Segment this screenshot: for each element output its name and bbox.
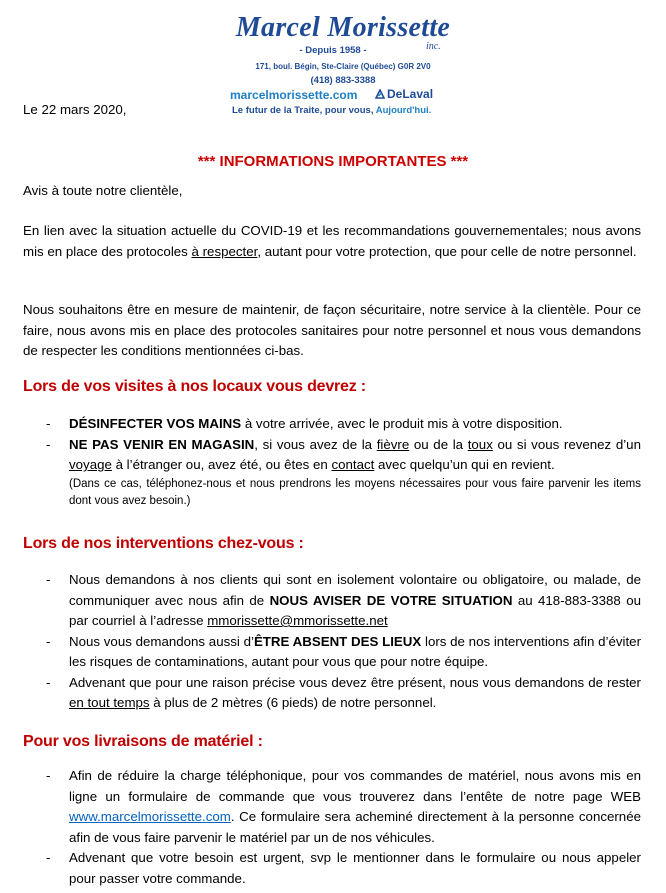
list-item: - DÉSINFECTER VOS MAINS à votre arrivée, avec le produit mis à votre disposition. [46,416,563,431]
intro-paragraph: En lien avec la situation actuelle du COVID-19 et les recommandations gouvernementales; nous avons mis en place des protocoles à respecter, autant pour votre protection, que pour celle de notre personnel. [23,223,641,259]
company-phone: (418) 883-3388 [310,75,376,86]
section-heading-visits: Lors de vos visites à nos locaux vous devrez : [23,378,366,395]
list-item: - NE PAS VENIR EN MAGASIN, si vous avez de la fièvre ou de la toux ou si vous revenez d’un voyage à l’étranger ou, avez été, ou êtes en contact avec quelqu’un qui en revient. (Dans ce cas, téléphonez-nous et nous prendrons les moyens nécessaires pour vous faire parvenir les items dont vous avez besoin.) [23,435,641,510]
section-heading-deliveries: Pour vos livraisons de matériel : [23,733,263,750]
partner-name: DeLaval [387,87,434,101]
visits-list [23,414,641,510]
company-since: - Depuis 1958 - [299,45,367,56]
company-address: 171, boul. Bégin, Ste-Claire (Québec) G0R 2V0 [255,62,431,71]
email-address[interactable]: mmorissette@mmorissette.net [207,613,388,628]
company-website: marcelmorissette.com [230,88,358,102]
deliveries-list [23,766,641,889]
service-paragraph: Nous souhaitons être en mesure de maintenir, de façon sécuritaire, notre service à la clientèle. Pour ce faire, nous avons mis en place des protocoles sanitaires pour notre personnel et nous vous demandons de respecter les conditions mentionnées ci-bas. [23,302,641,358]
page-title: *** INFORMATIONS IMPORTANTES *** [197,153,469,170]
list-item: - Afin de réduire la charge téléphonique, pour vos commandes de matériel, nous avons mis en ligne un formulaire de commande que vous trouverez dans l’entête de notre page WEB www.marcelmorissette.com. Ce formulaire sera acheminé directement à la personne concernée afin de vous faire parvenir le matériel par un de nos véhicules. [46,768,641,845]
interventions-list [23,570,641,714]
company-inc: inc. [426,41,441,52]
delaval-icon [375,89,385,99]
list-item: - Advenant que votre besoin est urgent, svp le mentionner dans le formulaire ou nous appeler pour passer votre commande. [46,850,641,886]
section-heading-interventions: Lors de nos interventions chez-vous : [23,535,304,552]
partner-logo [375,87,433,101]
list-item: - Nous demandons à nos clients qui sont en isolement volontaire ou obligatoire, ou malade, de communiquer avec nous afin de NOUS AVISER DE VOTRE SITUATION au 418-883-3388 ou par courriel à l’adresse mmorissette@mmorissette.net [46,572,641,628]
list-item: - Advenant que pour une raison précise vous devez être présent, nous vous demandons de rester en tout temps à plus de 2 mètres (6 pieds) de notre personnel. [46,674,641,710]
letter-date: Le 22 mars 2020, [23,102,127,117]
website-link[interactable]: www.marcelmorissette.com [69,809,231,824]
list-item-note: (Dans ce cas, téléphonez-nous et nous prendrons les moyens nécessaires pour vous faire parvenir les items dont vous avez besoin.) [69,477,641,507]
company-letterhead [218,8,468,116]
list-item: - Nous vous demandons aussi d’ÊTRE ABSENT DES LIEUX lors de nos interventions afin d’éviter les risques de contaminations, autant pour vous que pour notre équipe. [46,633,641,669]
company-name: Marcel Morissette [235,12,451,43]
company-tagline: Le futur de la Traite, pour vous, Aujourd'hui. [232,105,432,116]
greeting: Avis à toute notre clientèle, [23,183,183,198]
